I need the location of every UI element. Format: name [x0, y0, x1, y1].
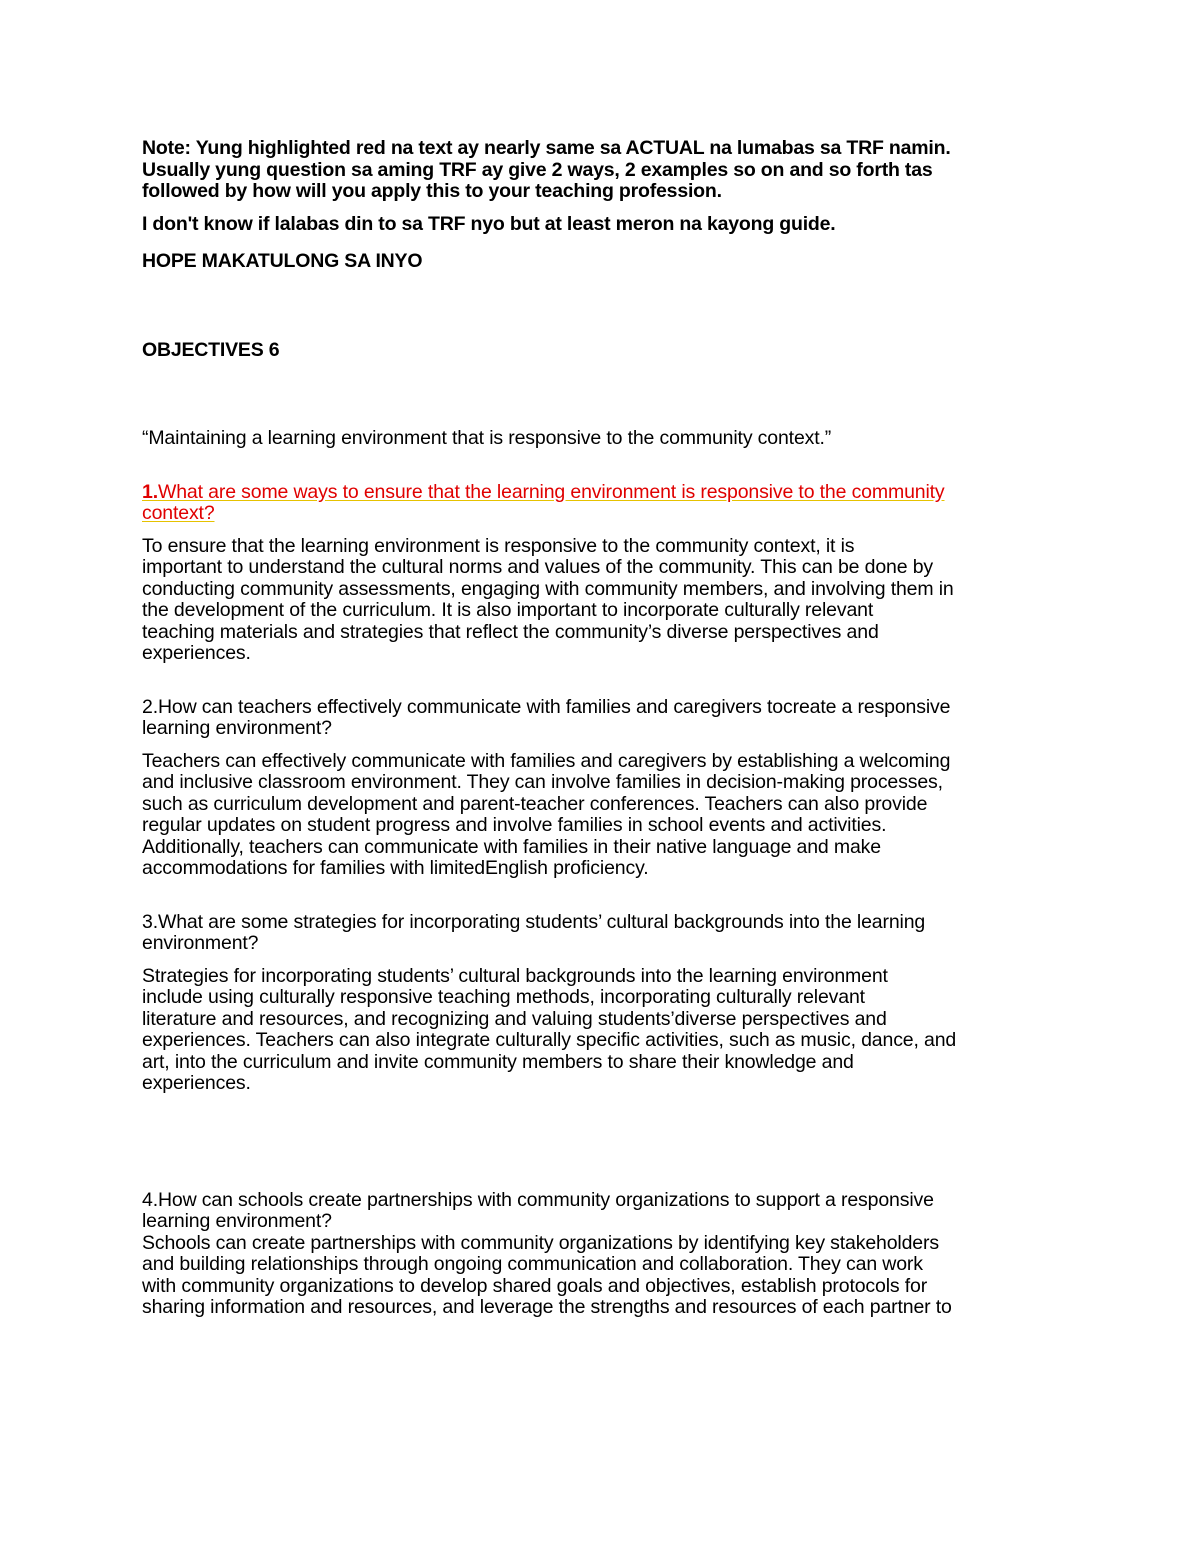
- answer-2-line: Teachers can effectively communicate with families and caregivers by establishing a welcoming: [142, 749, 951, 772]
- answer-1-line: To ensure that the learning environment is responsive to the community context, it is: [142, 534, 855, 557]
- question-1-line-2: context?: [142, 502, 215, 524]
- question-3-line-1: 3.What are some strategies for incorporating students’ cultural backgrounds into the learning: [142, 910, 926, 933]
- answer-2-line: regular updates on student progress and involve families in school events and activities.: [142, 814, 887, 836]
- answer-1-line: teaching materials and strategies that reflect the community’s diverse perspectives and: [142, 620, 879, 643]
- question-3: [142, 912, 1062, 955]
- question-3-line-2: environment?: [142, 932, 259, 954]
- answer-3-line: art, into the curriculum and invite community members to share their knowledge and: [142, 1050, 854, 1073]
- answer-2-line: and inclusive classroom environment. They can involve families in decision-making processes,: [142, 771, 943, 793]
- answer-4-line: and building relationships through ongoing communication and collaboration. They can work: [142, 1253, 923, 1275]
- hope-paragraph: HOPE MAKATULONG SA INYO: [142, 250, 423, 272]
- question-1-number: 1.: [142, 480, 158, 503]
- answer-3-line: Strategies for incorporating students’ cultural backgrounds into the learning environment: [142, 964, 888, 987]
- answer-1-line: important to understand the cultural norms and values of the community. This can be done by: [142, 556, 933, 578]
- note-line-1: Note: Yung highlighted red na text ay nearly same sa ACTUAL na lumabas sa TRF namin.: [142, 137, 951, 159]
- question-4: [142, 1190, 1062, 1319]
- answer-2-line: such as curriculum development and parent-teacher conferences. Teachers can also provide: [142, 792, 928, 815]
- answer-3-line: include using culturally responsive teaching methods, incorporating culturally relevant: [142, 986, 865, 1008]
- answer-3-line: literature and resources, and recognizing and valuing students’diverse perspectives and: [142, 1007, 887, 1030]
- question-2-line-1: 2.How can teachers effectively communicate with families and caregivers tocreate a responsive: [142, 695, 951, 718]
- answer-4-line: sharing information and resources, and leverage the strengths and resources of each partner to: [142, 1296, 952, 1318]
- question-1-line-1: What are some ways to ensure that the learning environment is responsive to the community: [157, 480, 945, 503]
- answer-3: [142, 966, 1062, 1095]
- answer-1-line: the development of the curriculum. It is also important to incorporate culturally relevant: [142, 599, 874, 621]
- question-1: [142, 482, 1062, 525]
- document-content: [142, 138, 1062, 1319]
- answer-3-line: experiences.: [142, 1072, 251, 1094]
- question-2-line-2: learning environment?: [142, 717, 332, 739]
- question-4-line-2: learning environment?: [142, 1210, 332, 1232]
- answer-4-line: Schools can create partnerships with community organizations by identifying key stakeholders: [142, 1231, 939, 1254]
- note-line-2: Usually yung question sa aming TRF ay give 2 ways, 2 examples so on and so forth tas: [142, 158, 933, 181]
- objectives-heading: OBJECTIVES 6: [142, 338, 280, 361]
- question-2: [142, 697, 1062, 740]
- answer-1: [142, 536, 1062, 665]
- objective-quote: “Maintaining a learning environment that is responsive to the community context.”: [142, 427, 832, 449]
- answer-4-line: with community organizations to develop shared goals and objectives, establish protocols for: [142, 1274, 928, 1297]
- answer-2-line: accommodations for families with limitedEnglish proficiency.: [142, 857, 649, 879]
- note-paragraph: [142, 138, 1062, 203]
- answer-1-line: conducting community assessments, engaging with community members, and involving them in: [142, 577, 954, 600]
- answer-2-line: Additionally, teachers can communicate with families in their native language and make: [142, 835, 881, 858]
- question-4-line-1: 4.How can schools create partnerships with community organizations to support a responsive: [142, 1188, 934, 1211]
- note-line-3: followed by how will you apply this to your teaching profession.: [142, 180, 722, 202]
- answer-3-line: experiences. Teachers can also integrate culturally specific activities, such as music, dance, and: [142, 1029, 957, 1051]
- answer-1-line: experiences.: [142, 642, 251, 664]
- dont-know-paragraph: I don't know if lalabas din to sa TRF nyo but at least meron na kayong guide.: [142, 212, 836, 235]
- answer-2: [142, 751, 1062, 880]
